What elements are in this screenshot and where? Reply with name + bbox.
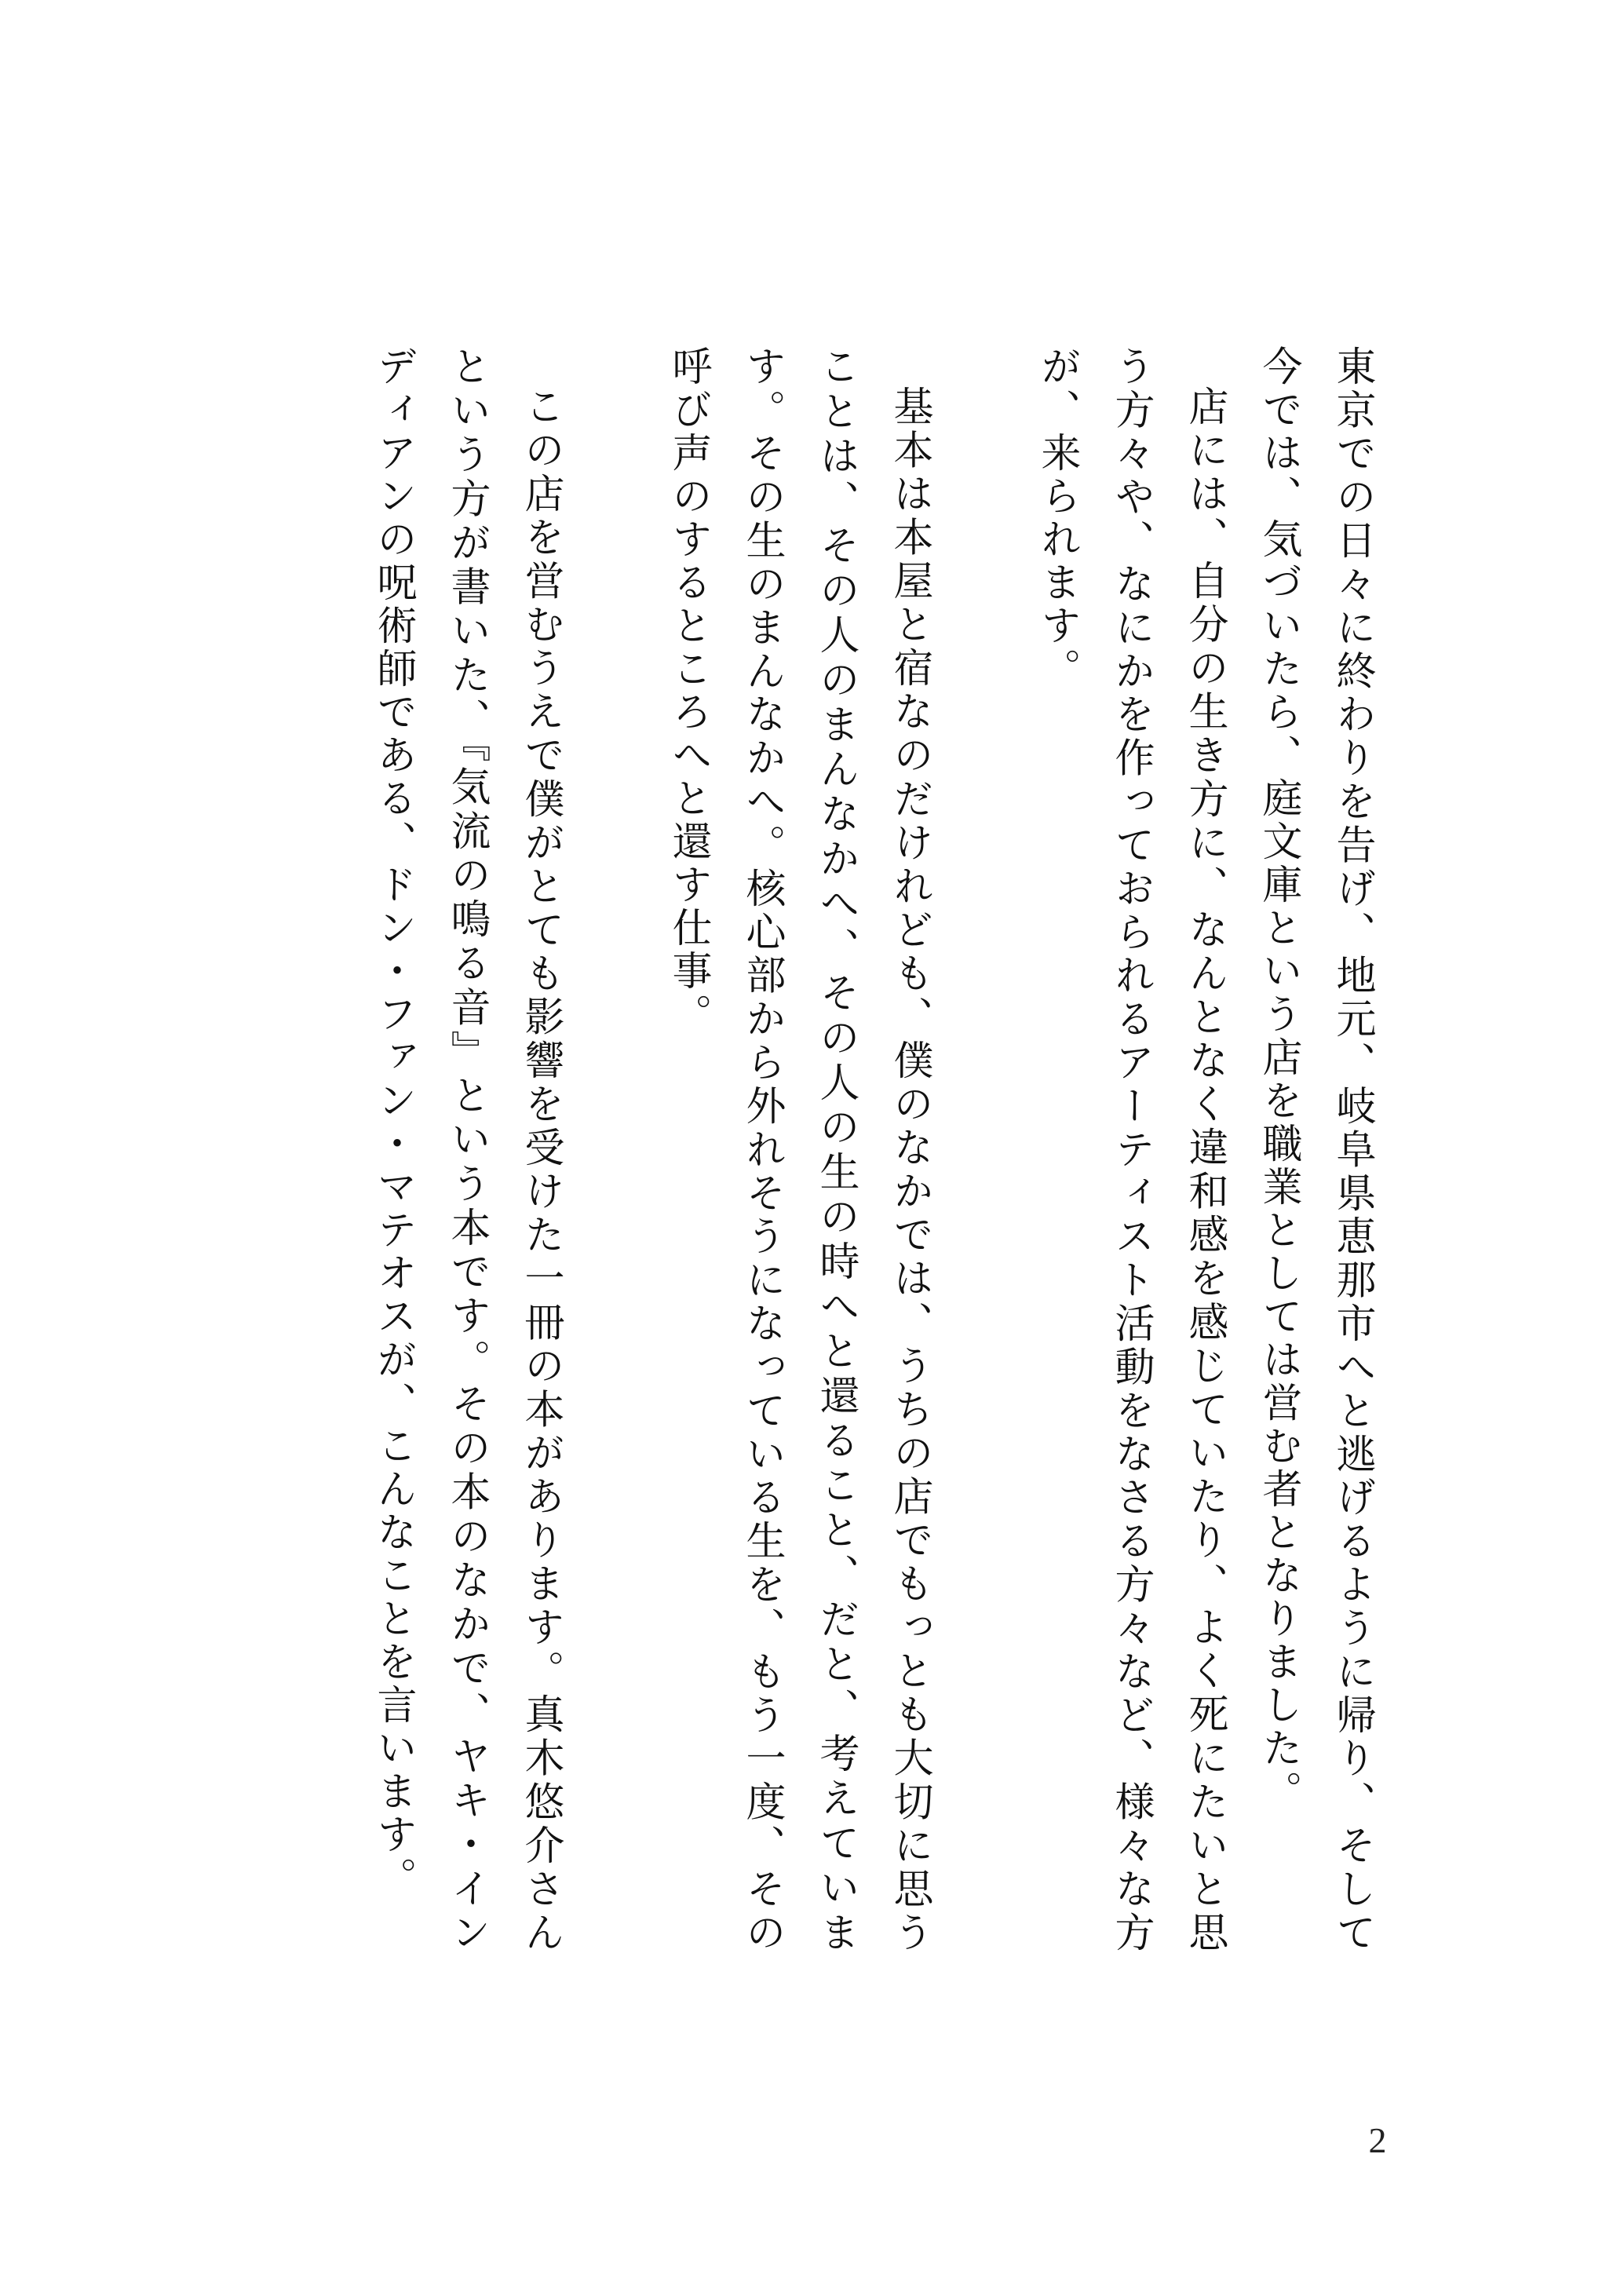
paragraph-1: 東京での日々に終わりを告げ、地元、岐阜県恵那市へと逃げるように帰り、そして今では、気づいたら、庭文庫という店を職業としては営む者となりました。 [1255, 345, 1375, 1955]
paragraph-2: 店には、自分の生き方に、なんとなく違和感を感じていたり、よく死にたいと思う方々や、なにかを作っておられるアーティスト活動をなさる方々など、様々な方が、来られます。 [1034, 345, 1228, 1955]
paragraph-4: この店を営むうえで僕がとても影響を受けた一冊の本があります。真木悠介さんという方が書いた、『気流の鳴る音』という本です。その本のなかで、ヤキ・インディアンの呪術師である、ドン・ファン・マテオスが、こんなことを言います。 [370, 345, 564, 1955]
paragraph-3: 基本は本屋と宿なのだけれども、僕のなかでは、うちの店でもっとも大切に思うことは、その人のまんなかへ、その人の生の時へと還ること、だと、考えています。その生のまんなかへ。核心部から外れそうになっている生を、もう一度、その呼び声のするところへと還す仕事。 [665, 345, 932, 1955]
vertical-text-body [282, 345, 1389, 1955]
page-number: 2 [1368, 2120, 1387, 2160]
